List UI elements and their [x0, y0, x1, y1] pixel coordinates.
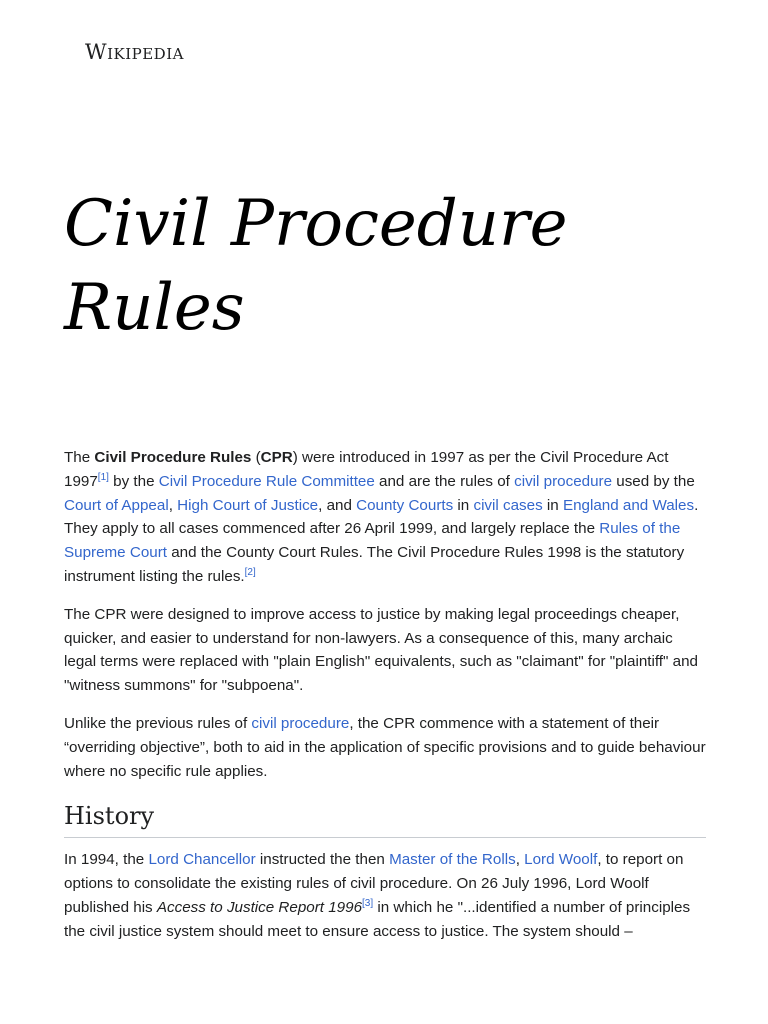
- link-civil-procedure-rule-committee[interactable]: Civil Procedure Rule Committee: [158, 472, 375, 490]
- link-high-court-of-justice[interactable]: High Court of Justice: [177, 496, 319, 514]
- text: Unlike the previous rules of: [64, 714, 252, 732]
- link-lord-woolf[interactable]: Lord Woolf: [524, 851, 598, 869]
- text: , the CPR commence with a statement of their “overriding objective”, both to aid in the application of specific provisions and to guide behaviour where no specific rule applies.: [64, 714, 706, 780]
- text: In 1994, the: [64, 851, 149, 869]
- bold-term: CPR: [260, 449, 293, 466]
- link-lord-chancellor[interactable]: Lord Chancellor: [148, 851, 256, 869]
- text: in which he "...identified a number of principles the civil justice system should meet to ensure access to justice. The system should –: [64, 898, 691, 940]
- text: ,: [168, 496, 178, 514]
- text: instructed the then: [255, 851, 390, 869]
- bold-term: Civil Procedure Rules: [94, 449, 252, 466]
- text: The: [64, 449, 95, 466]
- paragraph-intro: [64, 446, 706, 589]
- text: ) were introduced in 1997 as per the Civil Procedure Act 1997: [64, 449, 669, 490]
- link-england-and-wales[interactable]: England and Wales: [562, 496, 695, 514]
- text: by the: [108, 472, 159, 490]
- paragraph-history: [64, 848, 706, 943]
- text: . They apply to all cases commenced after 26 April 1999, and largely replace the: [64, 496, 699, 538]
- link-court-of-appeal[interactable]: Court of Appeal: [64, 496, 169, 514]
- link-county-courts[interactable]: County Courts: [356, 496, 454, 514]
- link-rules-of-the-supreme-court[interactable]: Rules of the Supreme Court: [64, 520, 681, 562]
- wikipedia-logo[interactable]: Wikipedia: [85, 40, 184, 64]
- paragraph-purpose: The CPR were designed to improve access to justice by making legal proceedings cheaper, quicker, and easier to understand for non-lawyers. As a consequence of this, many archaic legal terms were replaced with "plain English" equivalents, such as "claimant" for "plaintiff" and "witness summons" for "subpoena".: [64, 605, 698, 695]
- text: in: [542, 496, 563, 514]
- text: in: [453, 496, 474, 514]
- link-civil-procedure[interactable]: civil procedure: [251, 714, 350, 732]
- citation-link-1[interactable]: [1]: [97, 471, 109, 483]
- text: and the County Court Rules. The Civil Procedure Rules 1998 is the statutory instrument listing the rules.: [64, 544, 685, 585]
- text: used by the: [612, 472, 695, 490]
- link-civil-procedure[interactable]: civil procedure: [514, 472, 613, 490]
- section-heading-history: History: [64, 805, 706, 838]
- citation-link-2[interactable]: [2]: [244, 566, 256, 578]
- text: and are the rules of: [374, 472, 515, 490]
- text: , to report on options to consolidate the existing rules of civil procedure. On 26 July 1996, Lord Woolf published his: [64, 851, 684, 916]
- citation-link-3[interactable]: [3]: [362, 897, 374, 909]
- paragraph-overriding-objective: [64, 712, 706, 783]
- page-title: Civil Procedure Rules: [64, 187, 568, 345]
- text: ,: [515, 851, 525, 869]
- link-master-of-the-rolls[interactable]: Master of the Rolls: [389, 851, 516, 869]
- italic-title: Access to Justice Report 1996: [156, 898, 363, 916]
- article-body: [64, 446, 706, 957]
- text: , and: [318, 496, 357, 514]
- link-civil-cases[interactable]: civil cases: [473, 496, 543, 514]
- text: (: [251, 449, 261, 466]
